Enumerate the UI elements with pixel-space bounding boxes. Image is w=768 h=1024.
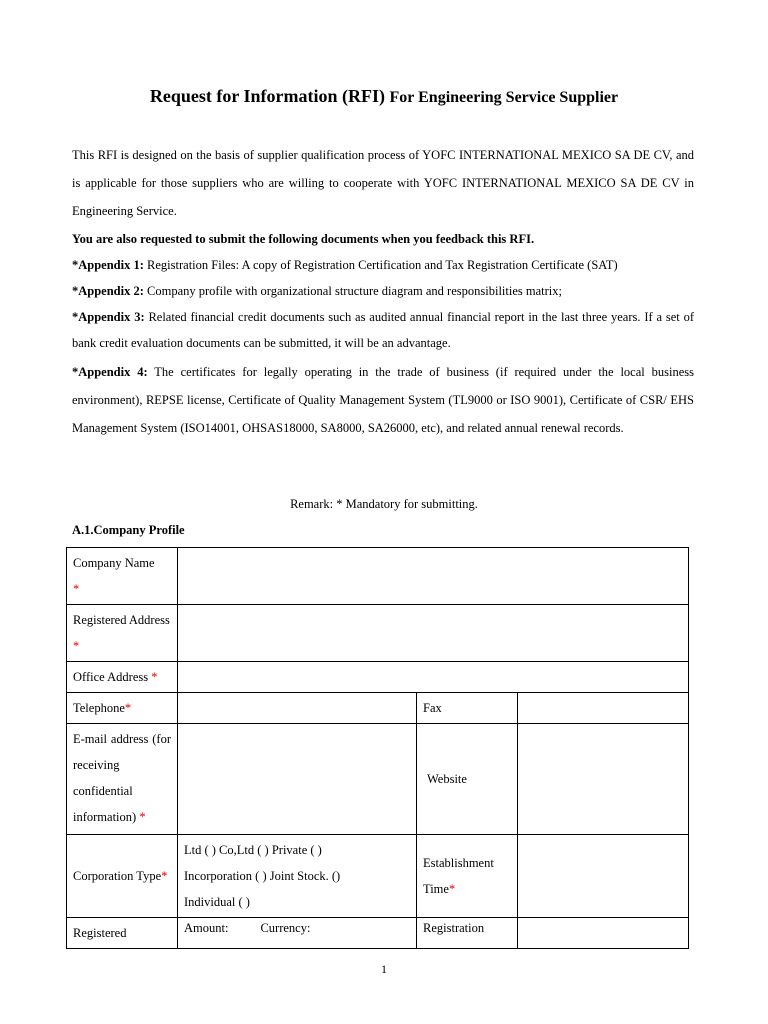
- appendix-3: [72, 304, 694, 356]
- table-row: [67, 835, 689, 918]
- section-title: A.1.Company Profile: [72, 523, 185, 537]
- mandatory-star: *: [124, 701, 132, 715]
- registration-field[interactable]: [518, 918, 689, 949]
- registered-address-field[interactable]: [178, 605, 689, 662]
- office-address-field[interactable]: [178, 662, 689, 693]
- remark-text: Remark: * Mandatory for submitting.: [290, 497, 478, 511]
- corp-option-line: Incorporation ( ) Joint Stock. (): [184, 869, 341, 883]
- establishment-time-label: Establishment Time*: [417, 835, 518, 918]
- mandatory-star: *: [139, 810, 146, 824]
- fax-label: Fax: [417, 693, 518, 724]
- website-field[interactable]: [518, 724, 689, 835]
- appendix-4: [72, 358, 694, 442]
- appendix-label: *Appendix 4:: [72, 365, 148, 379]
- registered-capital-field[interactable]: [178, 918, 417, 949]
- amount-label: Amount:: [184, 921, 229, 935]
- corp-option-line: Ltd ( ) Co,Ltd ( ) Private ( ): [184, 843, 322, 857]
- appendix-text: Registration Files: A copy of Registration Certification and Tax Registration Certificate (SAT): [147, 258, 618, 272]
- corporation-type-options[interactable]: [178, 835, 417, 918]
- title-main: Request for Information (RFI): [149, 86, 386, 106]
- fax-field[interactable]: [518, 693, 689, 724]
- appendix-text: The certificates for legally operating in the trade of business (if required under the local business environment), REPSE license, Certificate of Quality Management System (TL9000 or ISO 9001), Certificate of CSR/ EHS Management System (ISO14001, OHSAS18000, SA8000, SA26000, etc), and related annual renewal records.: [72, 365, 694, 435]
- mandatory-star: *: [73, 639, 80, 653]
- table-row: [67, 662, 689, 693]
- table-row: [67, 548, 689, 605]
- page-number: 1: [381, 962, 387, 976]
- table-row: [67, 724, 689, 835]
- page-title: [0, 84, 768, 110]
- request-note: You are also requested to submit the following documents when you feedback this RFI.: [72, 232, 535, 246]
- email-field[interactable]: [178, 724, 417, 835]
- company-profile-table: [66, 547, 689, 949]
- appendix-label: *Appendix 3:: [72, 310, 145, 324]
- website-label: Website: [417, 724, 518, 835]
- telephone-label: Telephone*: [67, 693, 178, 724]
- table-row: [67, 918, 689, 949]
- mandatory-star: *: [448, 882, 456, 896]
- table-row: [67, 693, 689, 724]
- appendix-text: Related financial credit documents such as audited annual financial report in the last three years. If a set of bank credit evaluation documents can be submitted, it will be an advantage.: [72, 310, 694, 350]
- office-address-label: Office Address *: [67, 662, 178, 693]
- corp-option-line: Individual ( ): [184, 895, 250, 909]
- title-sub: For Engineering Service Supplier: [389, 89, 619, 106]
- registered-address-label: Registered Address *: [67, 605, 178, 662]
- telephone-field[interactable]: [178, 693, 417, 724]
- appendix-1: [72, 252, 694, 278]
- appendix-text: Company profile with organizational structure diagram and responsibilities matrix;: [147, 284, 562, 298]
- table-row: [67, 605, 689, 662]
- currency-label: Currency:: [260, 921, 311, 935]
- company-name-label: Company Name *: [67, 548, 178, 605]
- registered-label: Registered: [67, 918, 178, 949]
- appendix-block: [72, 226, 694, 442]
- company-name-field[interactable]: [178, 548, 689, 605]
- appendix-label: *Appendix 2:: [72, 284, 144, 298]
- appendix-2: [72, 278, 694, 304]
- intro-paragraph: This RFI is designed on the basis of supplier qualification process of YOFC INTERNATIONAL MEXICO SA DE CV, and is applicable for those suppliers who are willing to cooperate with YOFC INTERNATIONAL MEXICO SA DE CV in Engineering Service.: [72, 148, 694, 218]
- registration-label: Registration: [417, 918, 518, 949]
- mandatory-star: *: [151, 670, 158, 684]
- mandatory-star: *: [161, 869, 168, 883]
- mandatory-star: *: [73, 582, 80, 596]
- email-label: E-mail address (for receiving confidential information) *: [67, 724, 178, 835]
- appendix-label: *Appendix 1:: [72, 258, 144, 272]
- corporation-type-label: Corporation Type*: [67, 835, 178, 918]
- establishment-time-field[interactable]: [518, 835, 689, 918]
